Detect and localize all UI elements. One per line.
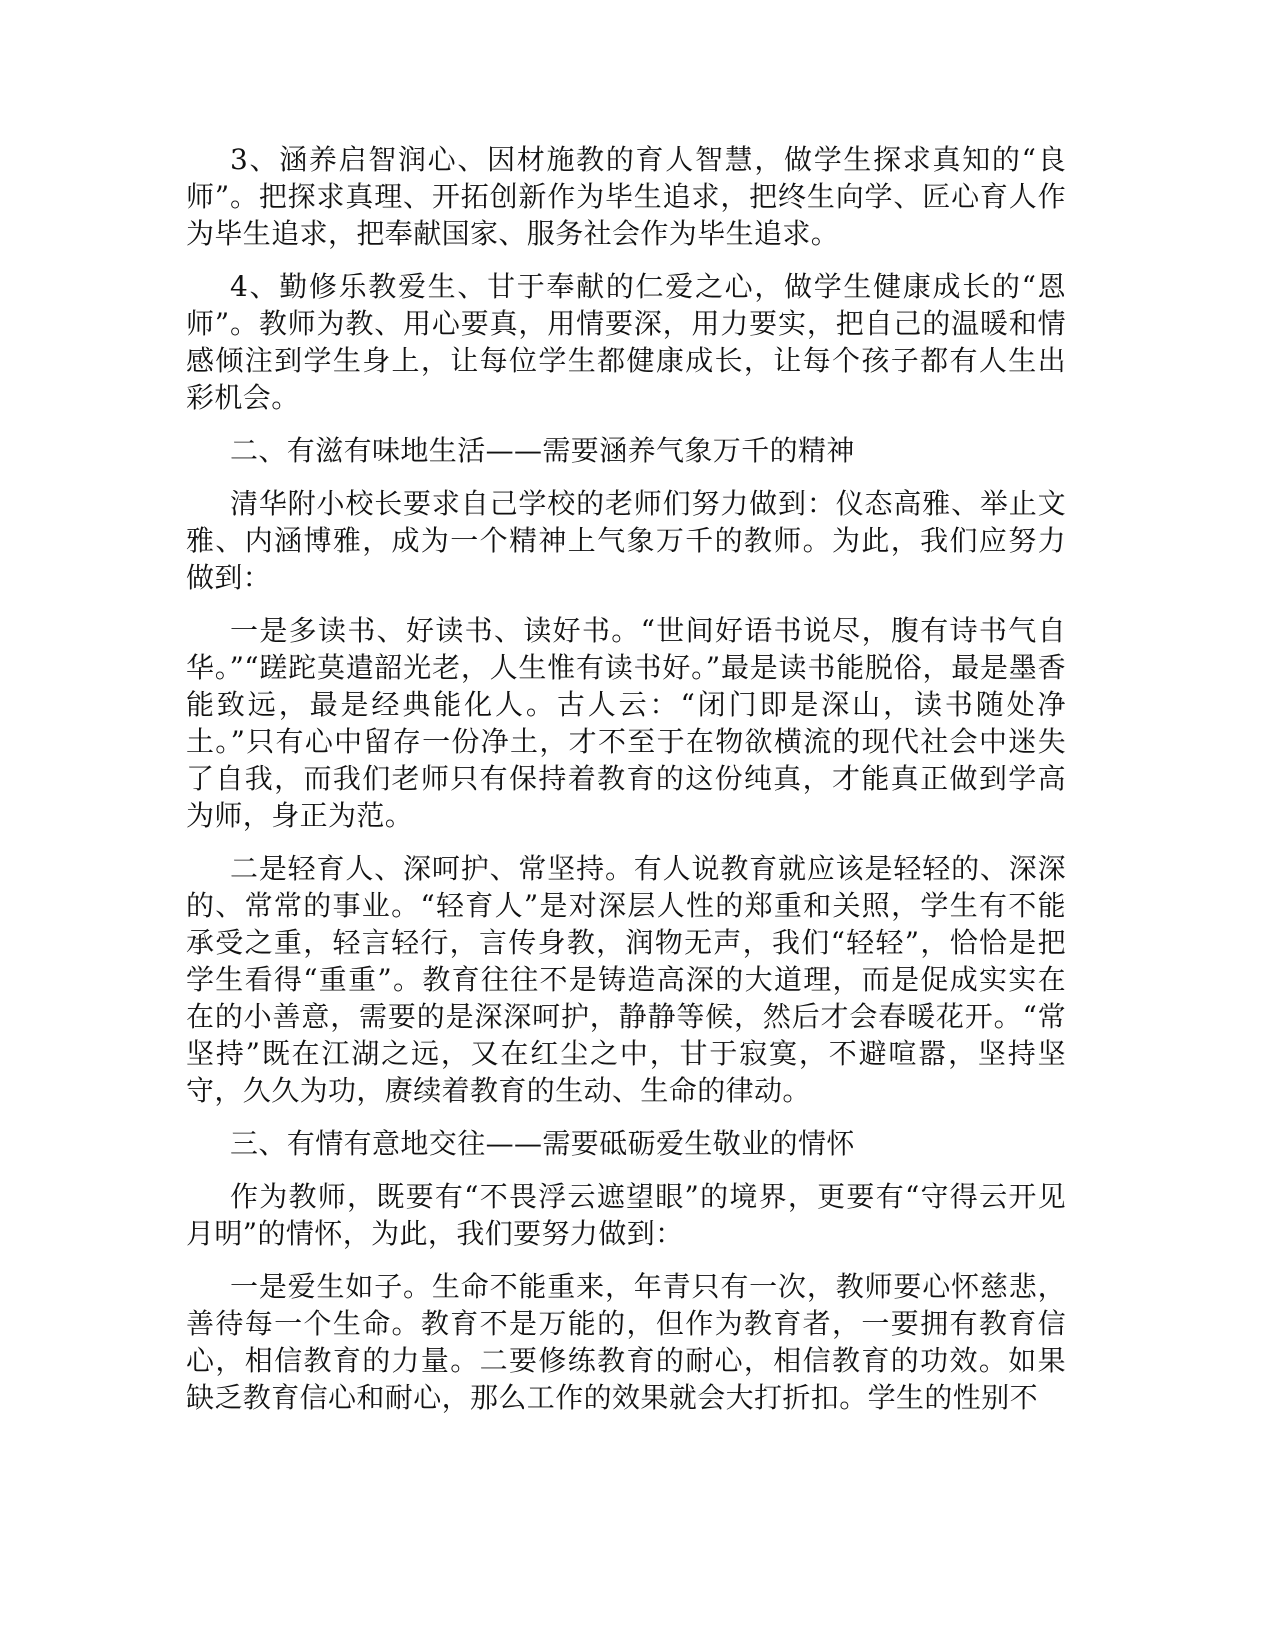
paragraph-teacher-sentiment: 作为教师，既要有“不畏浮云遮望眼”的境界，更要有“守得云开见月明”的情怀，为此，我们要努力做到： [186, 1180, 1066, 1250]
paragraph-reading: 一是多读书、好读书、读好书。“世间好语书说尽，腹有诗书气自华。”“蹉跎莫遣韶光老，人生惟有读书好。”最是读书能脱俗，最是墨香能致远，最是经典能化人。古人云：“闭门即是深山，读书随处净土。”只有心中留存一份净土，才不至于在物欲横流的现代社会中迷失了自我，而我们老师只有保持着教育的这份纯真，才能真正做到学高为师，身正为范。 [186, 614, 1066, 832]
paragraph-tsinghua-principal: 清华附小校长要求自己学校的老师们努力做到：仪态高雅、举止文雅、内涵博雅，成为一个精神上气象万千的教师。为此，我们应努力做到： [186, 487, 1066, 594]
paragraph-item-3: 3、涵养启智润心、因材施教的育人智慧，做学生探求真知的“良师”。把探求真理、开拓创新作为毕生追求，把终生向学、匠心育人作为毕生追求，把奉献国家、服务社会作为毕生追求。 [186, 143, 1066, 250]
paragraph-item-4: 4、勤修乐教爱生、甘于奉献的仁爱之心，做学生健康成长的“恩师”。教师为教、用心要真，用情要深，用力要实，把自己的温暖和情感倾注到学生身上，让每位学生都健康成长，让每个孩子都有人生出彩机会。 [186, 270, 1066, 414]
document-body [186, 141, 1066, 1432]
section-heading-3: 三、有情有意地交往——需要砥砺爱生敬业的情怀 [230, 1127, 855, 1160]
paragraph-gentle-education: 二是轻育人、深呵护、常坚持。有人说教育就应该是轻轻的、深深的、常常的事业。“轻育人”是对深层人性的郑重和关照，学生有不能承受之重，轻言轻行，言传身教，润物无声，我们“轻轻”，恰恰是把学生看得“重重”。教育往往不是铸造高深的大道理，而是促成实实在在的小善意，需要的是深深呵护，静静等候，然后才会春暖花开。“常坚持”既在江湖之远，又在红尘之中，甘于寂寞，不避喧嚣，坚持坚守，久久为功，赓续着教育的生动、生命的律动。 [186, 852, 1066, 1107]
section-heading-2: 二、有滋有味地生活——需要涵养气象万千的精神 [230, 434, 855, 467]
paragraph-love-students: 一是爱生如子。生命不能重来，年青只有一次，教师要心怀慈悲，善待每一个生命。教育不是万能的，但作为教育者，一要拥有教育信心，相信教育的力量。二要修练教育的耐心，相信教育的功效。如果缺乏教育信心和耐心，那么工作的效果就会大打折扣。学生的性别不 [186, 1270, 1066, 1414]
